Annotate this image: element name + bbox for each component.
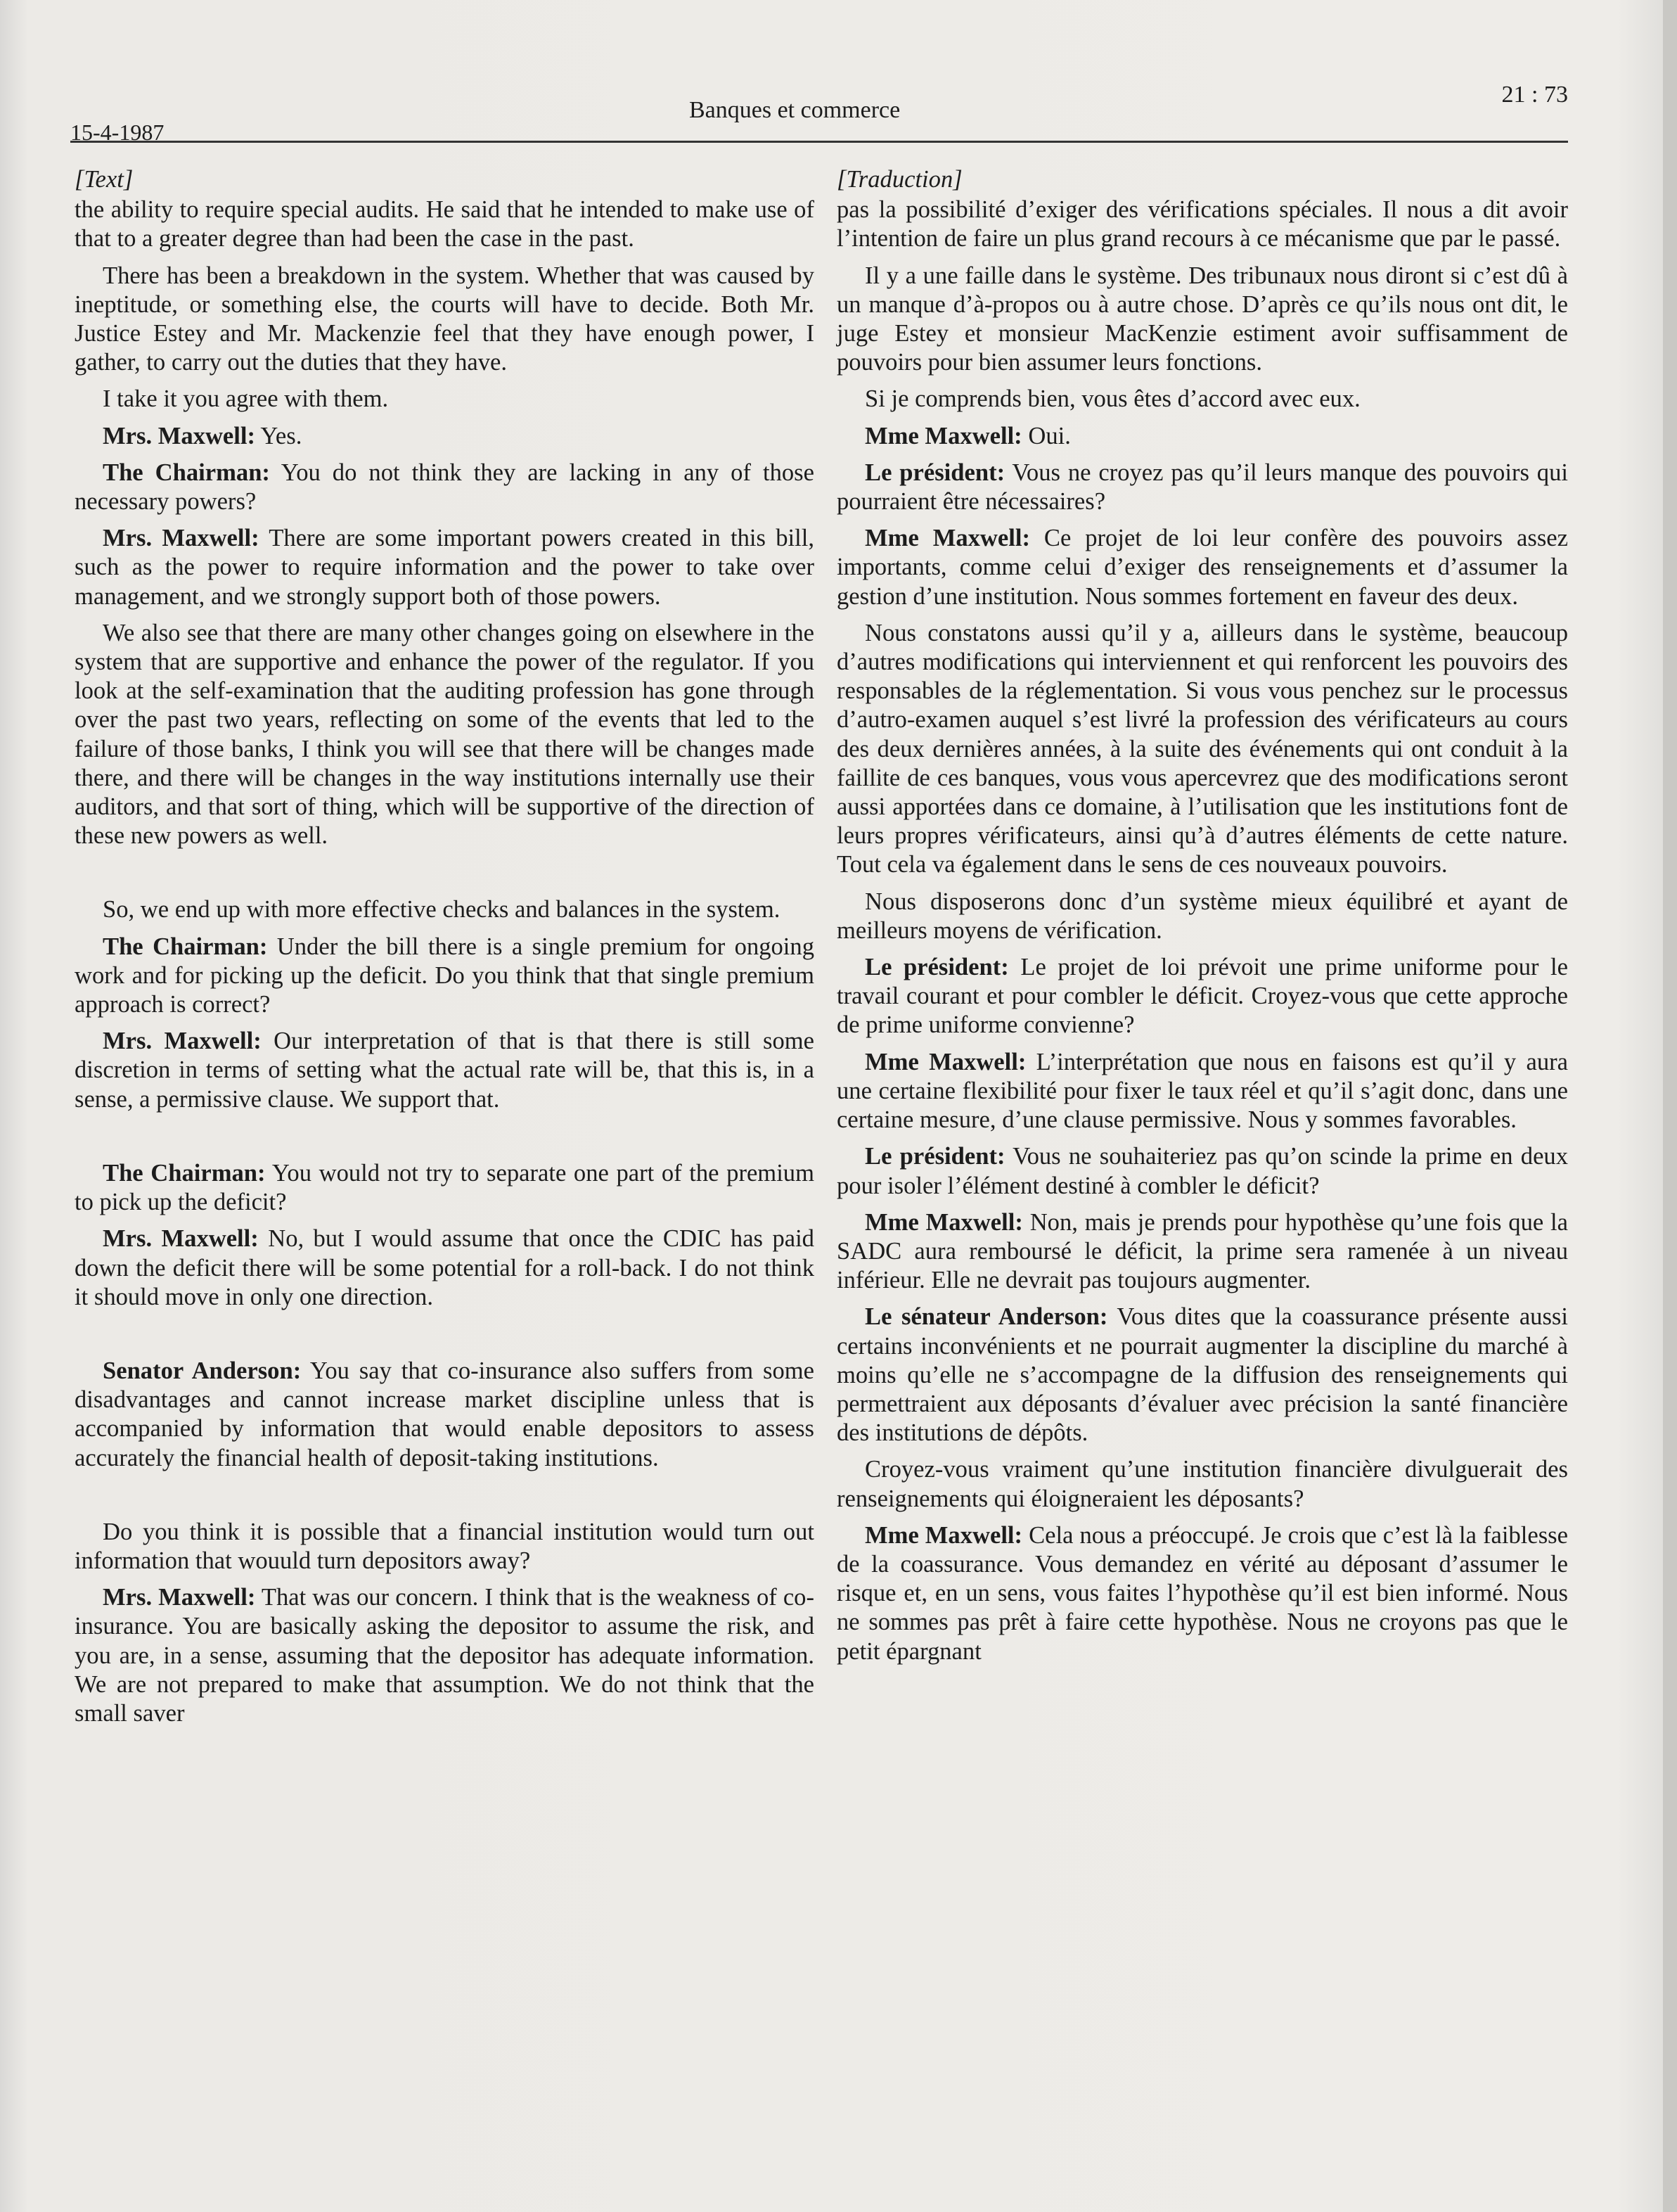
paragraph [75, 619, 814, 851]
speaker-name: Senator Anderson: [103, 1357, 302, 1384]
paragraph-text: There has been a breakdown in the system. Whether that was caused by ineptitude, or something else, the courts will have to decide. Both Mr. Justice Estey and Mr. Mackenzie feel that they have enough power, I gather, to carry out the duties that they have. [75, 262, 814, 376]
header-title: Banques et commerce [689, 97, 901, 123]
paragraph-text: You would not try to separate one part of the premium to pick up the deficit? [75, 1159, 814, 1216]
speaker-name: Mrs. Maxwell: [103, 1584, 256, 1611]
paragraph-text: Il y a une faille dans le système. Des tribunaux nous diront si c’est dû à un manque d’à-propos ou à autre chose. D’après ce qu’ils nous ont dit, le juge Estey et monsieur MacKenzie estiment avoir suffisamment de pouvoirs pour bien assumer leurs fonctions. [837, 262, 1568, 376]
speaker-name: The Chairman: [103, 933, 268, 960]
speaker-name: Mrs. Maxwell: [103, 1225, 259, 1253]
paragraph [75, 933, 814, 1020]
paragraph [837, 459, 1568, 516]
paragraph-text: the ability to require special audits. He said that he intended to make use of that to a greater degree than had been the case in the past. [75, 196, 814, 252]
speaker-name: Mme Maxwell: [865, 1521, 1023, 1549]
speaker-name: Mrs. Maxwell: [103, 422, 255, 449]
paragraph-text: Nous disposerons donc d’un système mieux équilibré et ayant de meilleurs moyens de vérification. [837, 888, 1568, 944]
speaker-name: Mrs. Maxwell: [103, 525, 259, 552]
header-date: 15-4-1987 [70, 120, 165, 145]
paragraph-text: Vous dites que la coassurance présente aussi certains inconvénients et ne pourrait augmenter la discipline du marché à moins qu’elle ne s’accompagne de la diffusion des renseignements qui permettraient aux déposants d’évaluer avec précision la santé financière des institutions de dépôts. [837, 1303, 1568, 1447]
paragraph-text: pas la possibilité d’exiger des vérifications spéciales. Il nous a dit avoir l’intention de faire un plus grand recours à ce mécanisme que par le passé. [837, 196, 1568, 252]
paragraph-text: So, we end up with more effective checks and balances in the system. [103, 896, 780, 923]
paragraph [75, 196, 814, 253]
paragraph [837, 888, 1568, 945]
paragraph [75, 1027, 814, 1114]
paragraph [75, 1583, 814, 1728]
paragraph [75, 895, 814, 924]
page-edge [1663, 0, 1677, 2212]
speaker-name: Mme Maxwell: [865, 1208, 1023, 1236]
paragraph [837, 619, 1568, 880]
paragraph-text: We also see that there are many other changes going on elsewhere in the system that are supportive and enhance the power of the regulator. If you look at the self-examination that the auditing profession has gone through over the past two years, reflecting on some of the events that led to the failure of those banks, I think you will see that there will be changes made there, and there will be changes in the way institutions internally use their auditors, and that sort of thing, which will be supportive of the direction of these new powers as well. [75, 619, 814, 850]
paragraph-text: Vous ne souhaiteriez pas qu’on scinde la prime en deux pour isoler l’élément destiné à combler le déficit? [837, 1143, 1568, 1199]
paragraph-text: There are some important powers created in this bill, such as the power to require information and the power to take over management, and we strongly support both of those powers. [75, 525, 814, 610]
paragraph-text: Nous constatons aussi qu’il y a, ailleurs dans le système, beaucoup d’autres modifications qui interviennent et qui renforcent les pouvoirs des responsables de la réglementation. Si vous vous penchez sur le processus d’autro-examen auquel s’est livré la profession des vérificateurs au cours des deux dernières années, à la suite des événements qui ont conduit à la faillite de ces banques, vous vous apercevrez que des modifications seront aussi apportées dans ce domaine, à l’utilisation que les institutions font de leurs propres vérificateurs, ainsi qu’à d’autres éléments de cette nature. Tout cela va également dans le sens de ces nouveaux pouvoirs. [837, 619, 1568, 878]
paragraph-text: Si je comprends bien, vous êtes d’accord avec eux. [865, 385, 1361, 413]
page-header [70, 77, 1568, 143]
paragraph-text: Ce projet de loi leur confère des pouvoirs assez importants, comme celui d’exiger des renseignements et d’assumer la gestion d’une institution. Nous sommes fortement en faveur des deux. [837, 525, 1568, 610]
paragraph [837, 1303, 1568, 1447]
paragraph [75, 1518, 814, 1575]
paragraph [837, 385, 1568, 414]
paragraph [75, 1357, 814, 1473]
paragraph-text: Cela nous a préoccupé. Je crois que c’est là la faiblesse de la coassurance. Vous demandez en vérité au déposant d’assumer le risque et, en un sens, vous faites l’hypothèse qu’il est bien informé. Nous ne sommes pas prêt à faire cette hypothèse. Nous ne croyons pas que le petit épargnant [837, 1521, 1568, 1665]
speaker-name: Le sénateur Anderson: [865, 1303, 1108, 1331]
speaker-name: The Chairman: [103, 1159, 266, 1187]
paragraph-text: Non, mais je prends pour hypothèse qu’une fois que la SADC aura remboursé le déficit, la prime sera ramenée à un niveau inférieur. Elle ne devrait pas toujours augmenter. [837, 1208, 1568, 1294]
speaker-name: Le président: [865, 459, 1005, 486]
header-page-number: 21 : 73 [1501, 82, 1568, 108]
paragraph-text: L’interprétation que nous en faisons est qu’il y aura une certaine flexibilité pour fixer le taux réel et qu’il s’agit donc, dans une certaine mesure, d’une clause permissive. Nous y sommes favorables. [837, 1048, 1568, 1134]
paragraph [75, 262, 814, 378]
paragraph-text: You do not think they are lacking in any of those necessary powers? [75, 459, 814, 516]
paragraph-text: I take it you agree with them. [103, 385, 389, 413]
paragraph-text: That was our concern. I think that is the weakness of co-insurance. You are basically asking the depositor to assume the risk, and you are, in a sense, assuming that the depositor has adequate information. We are not prepared to make that assumption. We do not think that the small saver [75, 1584, 814, 1727]
paragraph-text: Yes. [260, 422, 302, 449]
paragraph [837, 1142, 1568, 1200]
paragraph-text: Under the bill there is a single premium for ongoing work and for picking up the deficit. Do you think that that single premium approach is correct? [75, 933, 814, 1018]
language-label: [Text] [75, 166, 134, 193]
paragraph [837, 1208, 1568, 1296]
speaker-name: Mme Maxwell: [865, 1048, 1027, 1075]
paragraph-text: Vous ne croyez pas qu’il leurs manque des pouvoirs qui pourraient être nécessaires? [837, 459, 1568, 516]
speaker-name: Mme Maxwell: [865, 422, 1022, 449]
paragraph [837, 1521, 1568, 1666]
paragraph [837, 1048, 1568, 1135]
paragraph [837, 953, 1568, 1040]
paragraph-text: No, but I would assume that once the CDIC has paid down the deficit there will be some potential for a roll-back. I do not think it should move in only one direction. [75, 1225, 814, 1310]
paragraph [75, 524, 814, 611]
paragraph-text: Croyez-vous vraiment qu’une institution financière divulguerait des renseignements qui éloigneraient les déposants? [837, 1456, 1568, 1512]
paragraph [837, 262, 1568, 378]
paragraph [837, 196, 1568, 253]
paragraph [75, 1159, 814, 1217]
french-column [837, 165, 1568, 1674]
speaker-name: Le président: [865, 1143, 1005, 1170]
paragraph-text: Le projet de loi prévoit une prime uniforme pour le travail courant et pour combler le déficit. Croyez-vous que cette approche de prime uniforme convienne? [837, 954, 1569, 1039]
paragraph [75, 1225, 814, 1312]
paragraph-text: Our interpretation of that is that there is still some discretion in terms of setting what the actual rate will be, that this is, in a sense, a permissive clause. We support that. [75, 1028, 814, 1113]
paragraph [75, 385, 814, 414]
paragraph-text: Oui. [1028, 422, 1071, 449]
speaker-name: The Chairman: [103, 459, 270, 486]
speaker-name: Le président: [865, 954, 1009, 981]
paragraph [75, 422, 814, 451]
speaker-name: Mrs. Maxwell: [103, 1028, 262, 1055]
speaker-name: Mme Maxwell: [865, 525, 1030, 552]
english-column [75, 165, 814, 1736]
paragraph [837, 524, 1568, 611]
paragraph [837, 1455, 1568, 1513]
language-label: [Traduction] [837, 166, 963, 193]
paragraph-text: Do you think it is possible that a financial institution would turn out information that wouuld turn depositors away? [75, 1518, 814, 1574]
paragraph [837, 422, 1568, 451]
paragraph-text: You say that co-insurance also suffers from some disadvantages and cannot increase market discipline unless that is accompanied by information that would enable depositors to assess accurately the financial health of deposit-taking institutions. [75, 1357, 814, 1471]
paragraph [75, 459, 814, 516]
